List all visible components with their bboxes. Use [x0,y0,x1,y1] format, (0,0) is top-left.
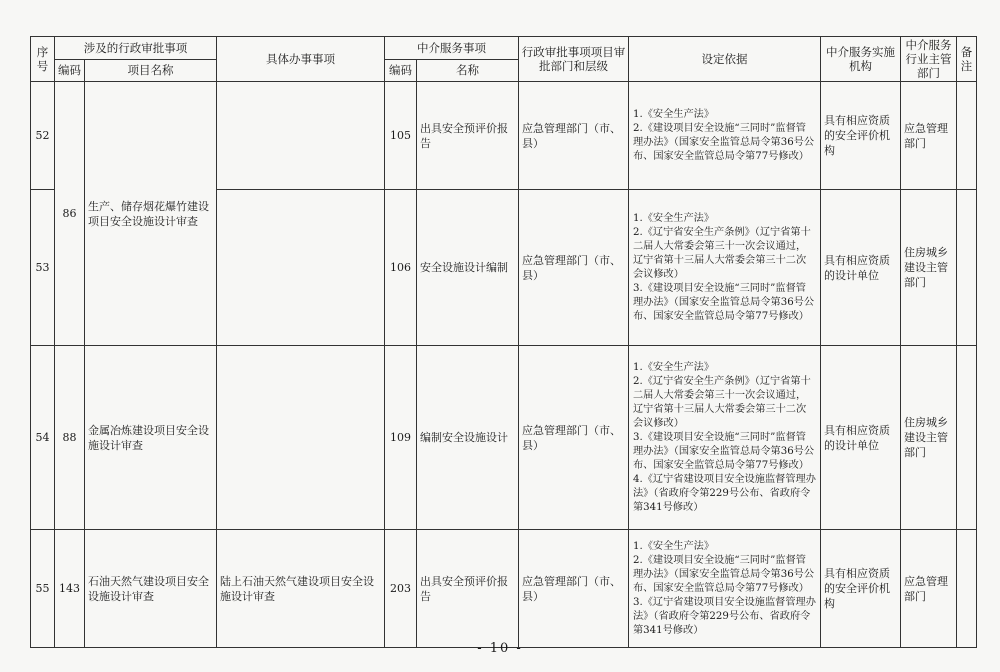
seq-cell: 55 [31,530,55,648]
service-code-cell: 105 [385,82,417,190]
header-industry: 中介服务行业主管部门 [901,37,957,82]
seq-cell: 54 [31,346,55,530]
header-admin-name: 项目名称 [85,59,217,82]
seq-cell: 53 [31,190,55,346]
org-cell: 具有相应资质的设计单位 [821,346,901,530]
admin-code-cell: 143 [55,530,85,648]
basis-item: 1.《安全生产法》 [633,361,715,373]
header-dept: 行政审批事项项目审批部门和层级 [519,37,629,82]
header-basis: 设定依据 [629,37,821,82]
header-remark: 备注 [957,37,977,82]
remark-cell [957,82,977,190]
seq-cell: 52 [31,82,55,190]
service-code-cell: 203 [385,530,417,648]
admin-code-cell: 86 [55,82,85,346]
org-cell: 具有相应资质的安全评价机构 [821,530,901,648]
basis-cell [629,530,821,648]
industry-cell: 应急管理部门 [901,82,957,190]
org-cell: 具有相应资质的设计单位 [821,190,901,346]
industry-cell: 应急管理部门 [901,530,957,648]
specific-cell [217,346,385,530]
basis-item: 1.《安全生产法》 [633,108,715,120]
basis-cell [629,346,821,530]
basis-item: 3.《建设项目安全设施“三同时”监督管理办法》（国家安全监管总局令第36号公布、国家安全监管总局令第77号修改） [633,282,815,322]
header-service-name: 名称 [417,59,519,82]
dept-cell: 应急管理部门（市、县） [519,190,629,346]
dept-cell: 应急管理部门（市、县） [519,82,629,190]
header-org: 中介服务实施机构 [821,37,901,82]
header-service-group: 中介服务事项 [385,37,519,60]
remark-cell [957,190,977,346]
intermediary-services-table [30,36,977,648]
specific-cell [217,190,385,346]
basis-item: 2.《建设项目安全设施“三同时”监督管理办法》（国家安全监管总局令第36号公布、国家安全监管总局令第77号修改） [633,122,815,162]
table-row [31,530,977,648]
admin-name-cell: 石油天然气建设项目安全设施设计审查 [85,530,217,648]
header-admin-code: 编码 [55,59,85,82]
basis-cell [629,82,821,190]
basis-item: 4.《辽宁省建设项目安全设施监督管理办法》（省政府令第229号公布、省政府令第341号修改） [633,473,816,513]
industry-cell: 住房城乡建设主管部门 [901,346,957,530]
remark-cell [957,346,977,530]
header-specific: 具体办事事项 [217,37,385,82]
basis-cell [629,190,821,346]
document-page [30,36,976,648]
basis-item: 1.《安全生产法》 [633,540,715,552]
dept-cell: 应急管理部门（市、县） [519,530,629,648]
remark-cell [957,530,977,648]
basis-item: 3.《辽宁省建设项目安全设施监督管理办法》（省政府令第229号公布、省政府令第341号修改） [633,596,816,636]
header-admin-group: 涉及的行政审批事项 [55,37,217,60]
service-code-cell: 109 [385,346,417,530]
dept-cell: 应急管理部门（市、县） [519,346,629,530]
page-number: - 10 - [477,641,523,656]
admin-name-cell: 金属冶炼建设项目安全设施设计审查 [85,346,217,530]
basis-item: 2.《建设项目安全设施“三同时”监督管理办法》（国家安全监管总局令第36号公布、国家安全监管总局令第77号修改） [633,554,815,594]
service-code-cell: 106 [385,190,417,346]
specific-cell [217,82,385,190]
admin-name-cell: 生产、储存烟花爆竹建设项目安全设施设计审查 [85,82,217,346]
table-row [31,346,977,530]
service-name-cell: 出具安全预评价报告 [417,82,519,190]
specific-cell: 陆上石油天然气建设项目安全设施设计审查 [217,530,385,648]
basis-item: 2.《辽宁省安全生产条例》（辽宁省第十二届人大常委会第三十一次会议通过，辽宁省第十三届人大常委会第三十二次会议修改） [633,375,811,429]
org-cell: 具有相应资质的安全评价机构 [821,82,901,190]
table-row [31,82,977,190]
basis-item: 2.《辽宁省安全生产条例》（辽宁省第十二届人大常委会第三十一次会议通过，辽宁省第十三届人大常委会第三十二次会议修改） [633,226,811,280]
header-service-code: 编码 [385,59,417,82]
service-name-cell: 编制安全设施设计 [417,346,519,530]
industry-cell: 住房城乡建设主管部门 [901,190,957,346]
header-seq: 序号 [31,37,55,82]
basis-item: 3.《建设项目安全设施“三同时”监督管理办法》（国家安全监管总局令第36号公布、国家安全监管总局令第77号修改） [633,431,815,471]
admin-code-cell: 88 [55,346,85,530]
basis-item: 1.《安全生产法》 [633,212,715,224]
service-name-cell: 出具安全预评价报告 [417,530,519,648]
service-name-cell: 安全设施设计编制 [417,190,519,346]
